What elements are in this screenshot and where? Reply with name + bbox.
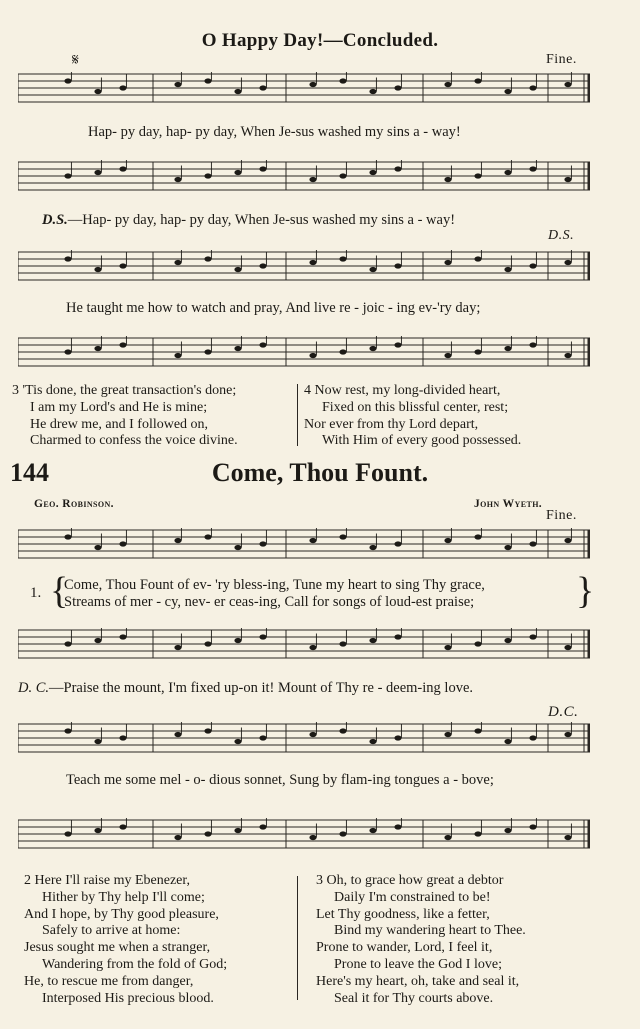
- note-head: [309, 353, 316, 358]
- verse-line: Safely to arrive at home:: [42, 923, 181, 939]
- note-head: [94, 545, 101, 550]
- note-head: [234, 828, 241, 833]
- verse-line: I am my Lord's and He is mine;: [30, 399, 208, 415]
- note-head: [94, 170, 101, 175]
- note-head: [339, 534, 346, 539]
- note-head: [119, 824, 126, 829]
- hymn-title: O Happy Day!—Concluded.: [201, 30, 439, 51]
- note-head: [174, 260, 181, 265]
- note-head: [64, 349, 71, 354]
- bass-staff: [18, 160, 590, 192]
- lyric-line: He taught me how to watch and pray, And live re - joic - ing ev-'ry day;: [66, 300, 481, 316]
- verse-2: [24, 873, 227, 1007]
- note-head: [94, 346, 101, 351]
- note-head: [394, 735, 401, 740]
- note-head: [94, 739, 101, 744]
- brace-left: {: [50, 570, 69, 612]
- note-head: [174, 645, 181, 650]
- brace-right: }: [576, 570, 595, 612]
- verse-line: 2 Here I'll raise my Ebenezer,: [24, 873, 190, 888]
- author-credit: Geo. Robinson.: [34, 498, 114, 510]
- note-head: [444, 835, 451, 840]
- note-head: [444, 260, 451, 265]
- note-head: [204, 831, 211, 836]
- note-head: [94, 828, 101, 833]
- column-divider: [297, 876, 298, 1000]
- note-head: [564, 177, 571, 182]
- note-head: [259, 634, 266, 639]
- treble-staff: [18, 722, 590, 754]
- verse-line: Seal it for Thy courts above.: [334, 990, 494, 1006]
- note-head: [529, 263, 536, 268]
- ds-prefix: D.S.: [42, 212, 68, 228]
- note-head: [309, 538, 316, 543]
- note-head: [309, 260, 316, 265]
- note-head: [394, 634, 401, 639]
- note-head: [504, 545, 511, 550]
- note-head: [369, 545, 376, 550]
- dc-mark: D.C.: [548, 704, 579, 720]
- verse-line: Fixed on this blissful center, rest;: [322, 399, 509, 415]
- note-head: [564, 835, 571, 840]
- note-head: [394, 85, 401, 90]
- note-head: [94, 638, 101, 643]
- note-head: [204, 641, 211, 646]
- note-head: [564, 645, 571, 650]
- note-head: [234, 267, 241, 272]
- note-head: [504, 170, 511, 175]
- staff-lines: [18, 250, 590, 282]
- verse-line: Prone to leave the God I love;: [334, 956, 502, 972]
- note-head: [564, 260, 571, 265]
- bass-staff: [18, 336, 590, 368]
- note-head: [339, 728, 346, 733]
- note-head: [174, 82, 181, 87]
- verse-line: Charmed to confess the voice divine.: [30, 433, 238, 449]
- column-divider: [297, 384, 298, 446]
- note-head: [64, 534, 71, 539]
- hymn-number: 144: [10, 458, 49, 487]
- lyric-line: Hap- py day, hap- py day, When Je-sus washed my sins a - way!: [88, 124, 461, 140]
- dc-lyric: —Praise the mount, I'm fixed up-on it! Mount of Thy re - deem-ing love.: [49, 680, 474, 696]
- note-head: [64, 728, 71, 733]
- note-head: [474, 534, 481, 539]
- note-head: [474, 78, 481, 83]
- note-head: [204, 349, 211, 354]
- note-head: [339, 831, 346, 836]
- note-head: [119, 166, 126, 171]
- verse-4: [304, 383, 521, 450]
- verse-3: [316, 873, 526, 1007]
- verse-line: Prone to wander, Lord, I feel it,: [316, 940, 493, 956]
- note-head: [444, 645, 451, 650]
- hymn-title: Come, Thou Fount.: [211, 458, 429, 487]
- staff-lines: [18, 818, 590, 850]
- note-head: [564, 538, 571, 543]
- note-head: [504, 267, 511, 272]
- note-head: [529, 166, 536, 171]
- dc-lyric-line: [18, 680, 473, 697]
- note-head: [504, 346, 511, 351]
- note-head: [64, 173, 71, 178]
- note-head: [529, 824, 536, 829]
- note-head: [529, 85, 536, 90]
- note-head: [529, 634, 536, 639]
- staff-lines: [18, 628, 590, 660]
- note-head: [119, 342, 126, 347]
- note-head: [394, 824, 401, 829]
- note-head: [259, 824, 266, 829]
- verse-line: Jesus sought me when a stranger,: [24, 940, 211, 956]
- note-head: [504, 89, 511, 94]
- note-head: [369, 89, 376, 94]
- note-head: [529, 735, 536, 740]
- bass-staff: [18, 818, 590, 850]
- composer-credit: John Wyeth.: [474, 498, 543, 510]
- verse-number: 1.: [30, 585, 42, 601]
- note-head: [309, 177, 316, 182]
- note-head: [204, 173, 211, 178]
- note-head: [309, 732, 316, 737]
- verse-line: 4 Now rest, my long-divided heart,: [304, 383, 501, 398]
- fine-mark: Fine.: [546, 508, 577, 523]
- note-head: [204, 256, 211, 261]
- treble-staff: [18, 72, 590, 104]
- dc-prefix: D. C.: [18, 680, 50, 696]
- note-head: [474, 641, 481, 646]
- note-head: [259, 735, 266, 740]
- note-head: [394, 263, 401, 268]
- note-head: [119, 735, 126, 740]
- note-head: [339, 349, 346, 354]
- note-head: [259, 342, 266, 347]
- verse-line: 3 Oh, to grace how great a debtor: [316, 873, 504, 888]
- staff-lines: [18, 722, 590, 754]
- note-head: [529, 342, 536, 347]
- verse-line: Here's my heart, oh, take and seal it,: [316, 973, 520, 989]
- note-head: [474, 831, 481, 836]
- note-head: [474, 349, 481, 354]
- note-head: [259, 166, 266, 171]
- note-head: [64, 641, 71, 646]
- note-head: [369, 170, 376, 175]
- note-head: [444, 82, 451, 87]
- note-head: [204, 728, 211, 733]
- staff-lines: [18, 160, 590, 192]
- lyric-line-1: Come, Thou Fount of ev- 'ry bless-ing, Tune my heart to sing Thy grace,: [64, 577, 485, 593]
- note-head: [94, 89, 101, 94]
- note-head: [369, 828, 376, 833]
- note-head: [119, 541, 126, 546]
- note-head: [309, 82, 316, 87]
- verse-line: Let Thy goodness, like a fetter,: [316, 906, 490, 922]
- note-head: [339, 78, 346, 83]
- note-head: [369, 267, 376, 272]
- verse-line: Hither by Thy help I'll come;: [42, 889, 205, 905]
- verse-line: Nor ever from thy Lord depart,: [304, 416, 479, 432]
- note-head: [259, 541, 266, 546]
- treble-staff: [18, 528, 590, 560]
- verse-line: 3 'Tis done, the great transaction's done;: [12, 383, 237, 398]
- note-head: [234, 89, 241, 94]
- verse-line: He drew me, and I followed on,: [30, 416, 209, 432]
- note-head: [444, 353, 451, 358]
- note-head: [204, 534, 211, 539]
- note-head: [394, 166, 401, 171]
- note-head: [174, 835, 181, 840]
- note-head: [394, 342, 401, 347]
- verse-line: With Him of every good possessed.: [322, 433, 522, 449]
- note-head: [204, 78, 211, 83]
- note-head: [474, 728, 481, 733]
- ds-lyric: —Hap- py day, hap- py day, When Je-sus washed my sins a - way!: [67, 212, 456, 228]
- note-head: [564, 82, 571, 87]
- note-head: [504, 828, 511, 833]
- verse-line: Bind my wandering heart to Thee.: [334, 923, 526, 939]
- staff-lines: [18, 336, 590, 368]
- note-head: [234, 346, 241, 351]
- note-head: [64, 831, 71, 836]
- note-head: [234, 739, 241, 744]
- verse-line: He, to rescue me from danger,: [24, 973, 194, 989]
- ds-mark: D.S.: [548, 228, 575, 243]
- verse-line: And I hope, by Thy good pleasure,: [24, 906, 219, 922]
- bass-staff: [18, 628, 590, 660]
- note-head: [444, 538, 451, 543]
- ds-lyric-line: [42, 212, 455, 229]
- note-head: [504, 638, 511, 643]
- note-head: [309, 645, 316, 650]
- note-head: [444, 177, 451, 182]
- note-head: [474, 256, 481, 261]
- note-head: [369, 638, 376, 643]
- note-head: [174, 177, 181, 182]
- verse-3: [12, 383, 238, 450]
- segno-mark: 𝄋: [72, 52, 79, 69]
- verse-line: Daily I'm constrained to be!: [334, 889, 491, 905]
- note-head: [369, 739, 376, 744]
- note-head: [119, 85, 126, 90]
- fine-mark: Fine.: [546, 52, 577, 67]
- note-head: [444, 732, 451, 737]
- lyric-line-2: Streams of mer - cy, nev- er ceas-ing, Call for songs of loud-est praise;: [64, 594, 475, 610]
- note-head: [64, 256, 71, 261]
- note-head: [564, 732, 571, 737]
- note-head: [174, 538, 181, 543]
- note-head: [309, 835, 316, 840]
- note-head: [94, 267, 101, 272]
- note-head: [259, 85, 266, 90]
- note-head: [174, 353, 181, 358]
- note-head: [394, 541, 401, 546]
- note-head: [119, 634, 126, 639]
- note-head: [339, 256, 346, 261]
- note-head: [174, 732, 181, 737]
- note-head: [474, 173, 481, 178]
- verse-line: Wandering from the fold of God;: [42, 956, 228, 972]
- note-head: [339, 641, 346, 646]
- note-head: [564, 353, 571, 358]
- verse-line: Interposed His precious blood.: [42, 990, 214, 1006]
- treble-staff: [18, 250, 590, 282]
- lyric-line: Teach me some mel - o- dious sonnet, Sung by flam-ing tongues a - bove;: [66, 772, 494, 788]
- staff-lines: [18, 72, 590, 104]
- note-head: [529, 541, 536, 546]
- staff-lines: [18, 528, 590, 560]
- note-head: [234, 545, 241, 550]
- note-head: [64, 78, 71, 83]
- note-head: [234, 638, 241, 643]
- note-head: [339, 173, 346, 178]
- note-head: [504, 739, 511, 744]
- note-head: [234, 170, 241, 175]
- note-head: [119, 263, 126, 268]
- note-head: [259, 263, 266, 268]
- note-head: [369, 346, 376, 351]
